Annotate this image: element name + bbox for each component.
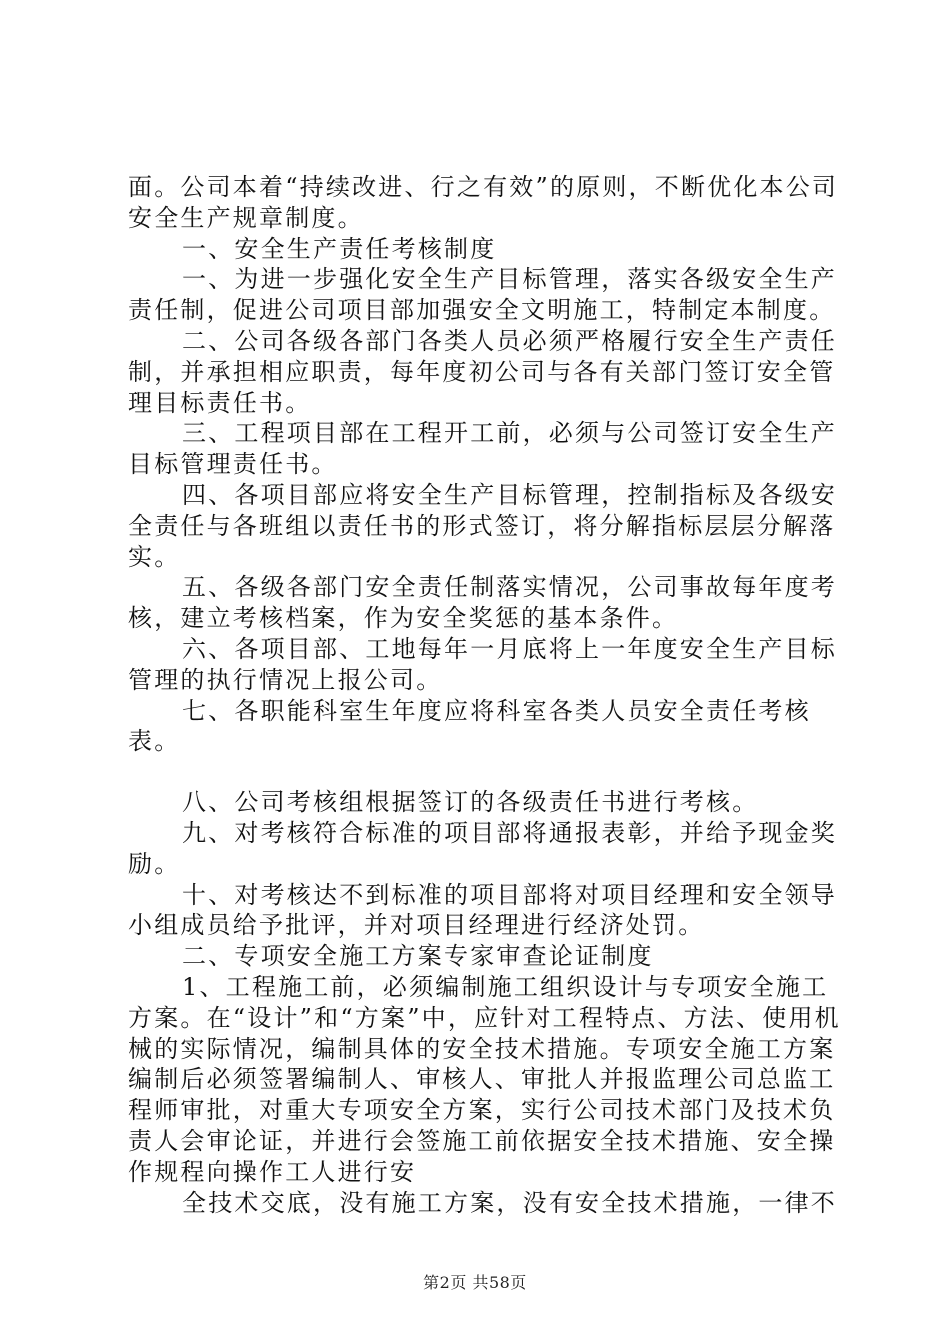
- paragraph-item-9: 九、对考核符合标准的项目部将通报表彰，并给予现金奖励。: [128, 818, 837, 878]
- paragraph-item-4: 四、各项目部应将安全生产目标管理，控制指标及各级安全责任与各班组以责任书的形式签订，将分解指标层层分解落实。: [128, 480, 837, 571]
- paragraph-item-12: 全技术交底，没有施工方案，没有安全技术措施，一律不: [182, 1188, 837, 1217]
- section-heading-2: 二、专项安全施工方案专家审查论证制度: [182, 942, 654, 971]
- document-body: [128, 172, 848, 1218]
- section-heading-1: 一、安全生产责任考核制度: [182, 234, 497, 263]
- paragraph-item-7: 七、各职能科室生年度应将科室各类人员安全责任考核表。: [128, 696, 811, 756]
- page-footer: 第2页 共58页: [423, 1273, 527, 1292]
- paragraph-item-10: 十、对考核达不到标准的项目部将对项目经理和安全领导小组成员给予批评，并对项目经理进行经济处罚。: [128, 880, 837, 940]
- paragraph-item-2: 二、公司各级各部门各类人员必须严格履行安全生产责任制，并承担相应职责，每年度初公司与各有关部门签订安全管理目标责任书。: [128, 326, 837, 417]
- paragraph-1: 面。公司本着“持续改进、行之有效”的原则，不断优化本公司安全生产规章制度。: [128, 173, 839, 232]
- paragraph-item-5: 五、各级各部门安全责任制落实情况，公司事故每年度考核，建立考核档案，作为安全奖惩的基本条件。: [128, 573, 837, 633]
- paragraph-item-1: 一、为进一步强化安全生产目标管理，落实各级安全生产责任制，促进公司项目部加强安全文明施工，特制定本制度。: [128, 265, 837, 325]
- paragraph-item-11: 1、工程施工前，必须编制施工组织设计与专项安全施工方案。在“设计”和“方案”中，应针对工程特点、方法、使用机械的实际情况，编制具体的安全技术措施。专项安全施工方案编制后必须签署编制人、审核人、审批人并报监理公司总监工程师审批，对重大专项安全方案，实行公司技术部门及技术负责人会审论证，并进行会签施工前依据安全技术措施、安全操作规程向操作工人进行安: [128, 972, 841, 1186]
- paragraph-item-3: 三、工程项目部在工程开工前，必须与公司签订安全生产目标管理责任书。: [128, 419, 837, 479]
- paragraph-item-6: 六、各项目部、工地每年一月底将上一年度安全生产目标管理的执行情况上报公司。: [128, 634, 837, 694]
- paragraph-item-8: 八、公司考核组根据签订的各级责任书进行考核。: [182, 788, 759, 817]
